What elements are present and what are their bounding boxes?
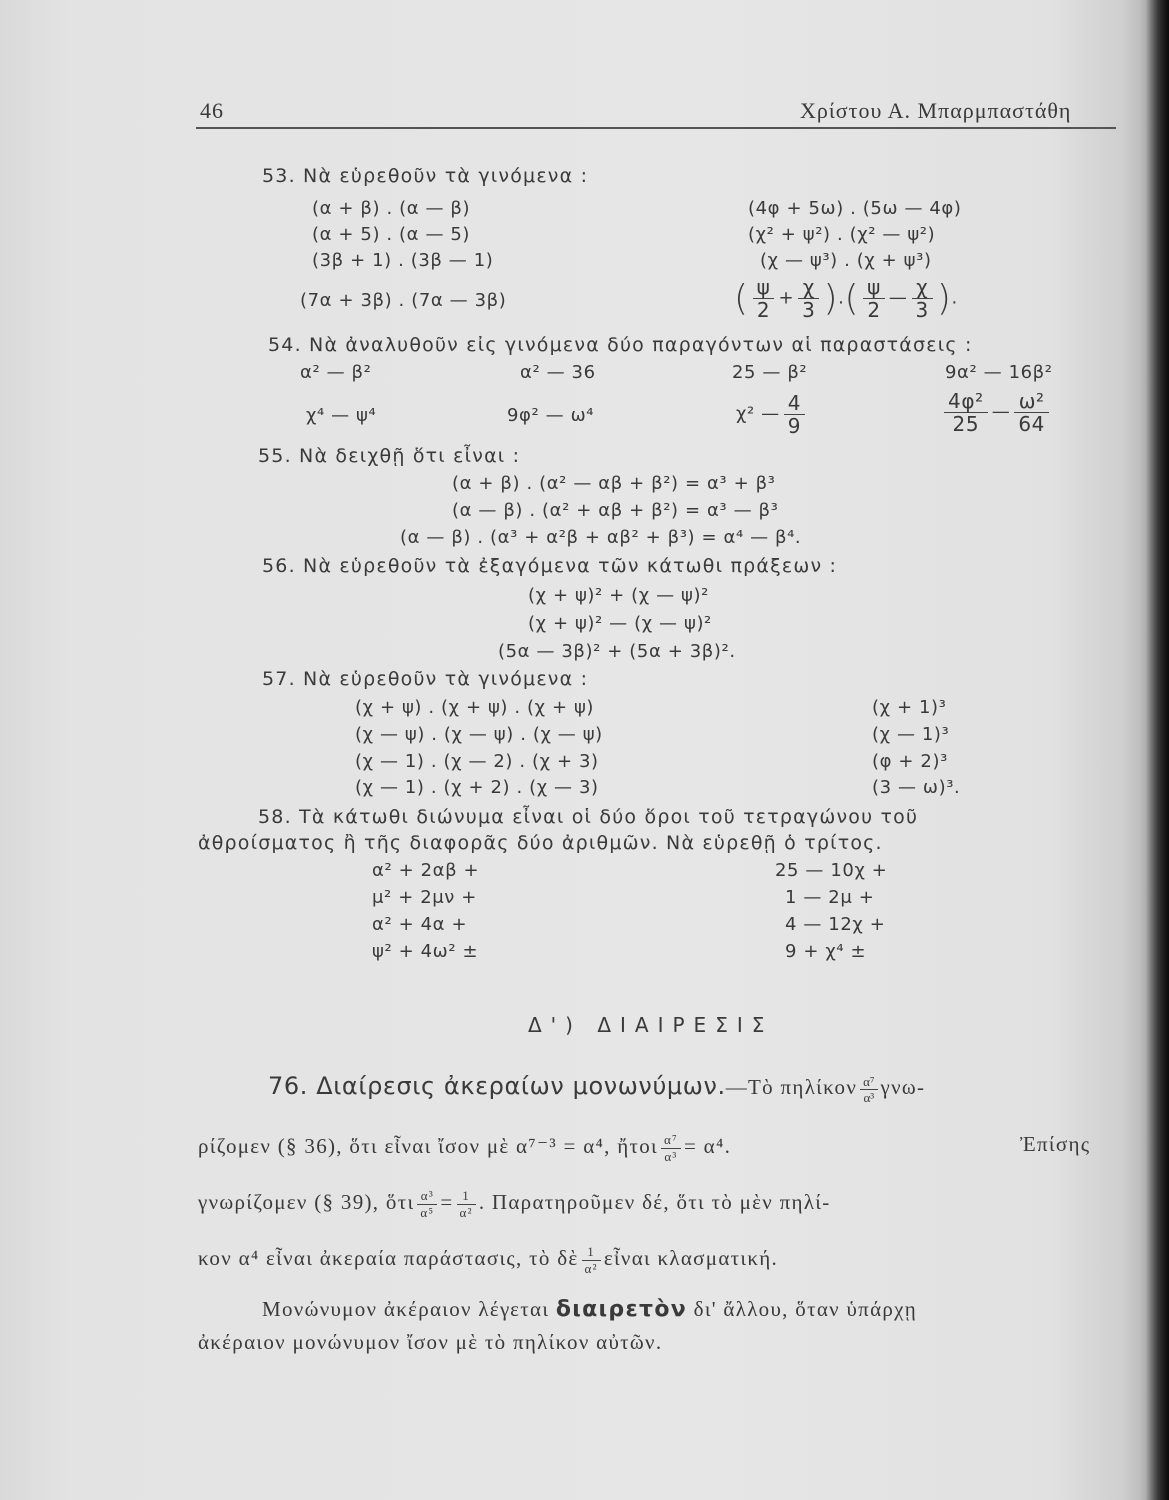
minus-sign: —: [888, 287, 908, 309]
fraction-numerator: α⁷: [661, 1132, 681, 1149]
exercise-56-item: (χ + ψ)² — (χ — ψ)²: [528, 613, 712, 634]
fraction: [1014, 390, 1049, 435]
plus-sign: +: [778, 287, 795, 309]
exercise-57-item: (χ — 1) . (χ + 2) . (χ — 3): [355, 777, 599, 798]
fraction-denominator: 2: [867, 298, 881, 322]
exercise-54-item: 9α² — 16β²: [945, 362, 1053, 383]
paragraph-text: δι' ἄλλου, ὅταν ὑπάρχῃ: [693, 1297, 918, 1321]
fraction-denominator: 3: [915, 298, 929, 322]
exercise-54-item: α² — β²: [300, 362, 372, 383]
fraction-numerator: ψ: [863, 276, 885, 299]
paragraph-76-line2-end: Ἐπίσης: [1020, 1132, 1091, 1156]
close-paren: ): [823, 278, 839, 319]
exercise-57-item: (χ + ψ) . (χ + ψ) . (χ + ψ): [355, 697, 595, 718]
exercise-53-item: (3β + 1) . (3β — 1): [312, 250, 494, 271]
paragraph-heading: 76. Διαίρεσις ἀκεραίων μονωνύμων.: [268, 1072, 726, 1100]
fraction: [661, 1132, 681, 1164]
fraction: [457, 1188, 476, 1220]
running-header-author: Χρίστου Α. Μπαρμπαστάθη: [800, 98, 1072, 123]
exercise-58-item: 9 + χ⁴ ±: [785, 941, 867, 962]
product-dot: .: [838, 287, 845, 309]
fraction: [798, 276, 819, 321]
open-paren: (: [734, 278, 749, 319]
section-title: Δ') ΔΙΑΙΡΕΣΙΣ: [528, 1013, 774, 1037]
paragraph-text: Μονώνυμον ἀκέραιον λέγεται: [262, 1297, 550, 1321]
exercise-53-item: (4φ + 5ω) . (5ω — 4φ): [748, 198, 962, 219]
fraction-numerator: χ: [798, 276, 819, 299]
open-paren: (: [844, 278, 860, 319]
minus-sign: —: [991, 401, 1011, 423]
exercise-55-identity: (α — β) . (α³ + α²β + αβ² + β³) = α⁴ — β⁴.: [400, 527, 802, 548]
paragraph-text: κον α⁴ εἶναι ἀκεραία παράστασις, τὸ δὲ: [198, 1245, 579, 1270]
fraction: [860, 1074, 877, 1106]
page-number: 46: [200, 98, 224, 123]
fraction-denominator: 64: [1018, 412, 1046, 436]
fraction-numerator: χ: [912, 276, 933, 299]
paragraph-2-line2: ἀκέραιον μονώνυμον ἴσον μὲ τὸ πηλίκον αὐτῶν.: [198, 1330, 663, 1354]
exercise-53-item: (7α + 3β) . (7α — 3β): [300, 290, 507, 311]
exercise-53-item: (χ — ψ³) . (χ + ψ³): [760, 250, 932, 271]
fraction-numerator: 4: [784, 392, 805, 415]
paragraph-76-line1: [268, 1072, 925, 1106]
fraction-denominator: α²: [584, 1260, 598, 1276]
equals-sign: =: [440, 1189, 454, 1214]
exercise-56-label: 56. Νὰ εὑρεθοῦν τὰ ἐξαγόμενα τῶν κάτωθι πράξεων :: [262, 555, 838, 577]
paragraph-text: = α⁴.: [683, 1133, 732, 1158]
fraction-numerator: ψ: [753, 276, 775, 299]
exercise-57-item: (χ + 1)³: [872, 697, 947, 718]
exercise-53-item: (α + 5) . (α — 5): [312, 224, 471, 245]
fraction-denominator: α²: [459, 1204, 473, 1220]
fraction-numerator: ω²: [1014, 390, 1049, 413]
exercise-58-item: 1 — 2μ +: [785, 887, 875, 908]
fraction: [944, 390, 988, 435]
exercise-57-item: (χ — ψ) . (χ — ψ) . (χ — ψ): [355, 724, 603, 745]
book-spine-shadow: [1139, 0, 1169, 1500]
exercise-53-item: (χ² + ψ²) . (χ² — ψ²): [748, 224, 936, 245]
expression: χ² —: [736, 403, 780, 425]
exercise-58-statement-line1: 58. Τὰ κάτωθι διώνυμα εἶναι οἱ δύο ὅροι τοῦ τετραγώνου τοῦ: [258, 806, 919, 828]
exercise-54-item: 25 — β²: [732, 362, 808, 383]
exercise-54-item: 9φ² — ω⁴: [507, 405, 595, 426]
close-paren: ): [936, 278, 952, 319]
exercise-55-identity: (α + β) . (α² — αβ + β²) = α³ + β³: [452, 473, 776, 494]
exercise-58-item: 25 — 10χ +: [775, 860, 888, 881]
fraction-denominator: 25: [952, 412, 980, 436]
header-rule: [196, 127, 1116, 129]
fraction-numerator: 1: [582, 1244, 601, 1261]
fraction-numerator: 4φ²: [944, 390, 988, 413]
exercise-57-item: (χ — 1) . (χ — 2) . (χ + 3): [355, 751, 599, 772]
paragraph-text: γνω-: [880, 1075, 926, 1099]
exercise-58-item: α² + 2αβ +: [372, 860, 480, 881]
paragraph-76-line2: [198, 1132, 731, 1164]
exercise-54-label: 54. Νὰ ἀναλυθοῦν εἰς γινόμενα δύο παραγόντων αἱ παραστάσεις :: [268, 334, 973, 356]
paragraph-76-line3: [198, 1188, 831, 1220]
fraction-denominator: α⁵: [420, 1204, 435, 1220]
fraction: [863, 276, 885, 321]
exercise-58-statement-line2: ἀθροίσματος ἢ τῆς διαφορᾶς δύο ἀριθμῶν. Νὰ εὑρεθῇ ὁ τρίτος.: [198, 832, 883, 854]
exercise-55-identity: (α — β) . (α² + αβ + β²) = α³ — β³: [452, 500, 779, 521]
exercise-58-item: ψ² + 4ω² ±: [372, 941, 479, 962]
exercise-58-item: α² + 4α +: [372, 914, 468, 935]
exercise-58-item: μ² + 2μν +: [372, 887, 477, 908]
exercise-57-item: (φ + 2)³: [872, 751, 948, 772]
fraction-denominator: 3: [802, 298, 816, 322]
fraction-numerator: α⁷: [860, 1074, 877, 1091]
paragraph-text: —Τὸ πηλίκον: [725, 1075, 858, 1099]
exercise-57-item: (3 — ω)³.: [872, 777, 961, 798]
exercise-57-item: (χ — 1)³: [872, 724, 950, 745]
exercise-56-item: (χ + ψ)² + (χ — ψ)²: [528, 585, 709, 606]
exercise-56-item: (5α — 3β)² + (5α + 3β)².: [498, 641, 736, 662]
exercise-54-item: χ⁴ — ψ⁴: [306, 405, 377, 426]
fraction-numerator: 1: [457, 1188, 476, 1205]
exercise-54-item-fraction: [736, 392, 809, 437]
exercise-57-label: 57. Νὰ εὑρεθοῦν τὰ γινόμενα :: [262, 668, 589, 690]
paragraph-76-line4: [198, 1244, 778, 1276]
fraction: [753, 276, 775, 321]
fraction: [582, 1244, 601, 1276]
exercise-53-item: (α + β) . (α — β): [312, 198, 471, 219]
fraction: [417, 1188, 437, 1220]
paragraph-text: . Παρατηροῦμεν δέ, ὅτι τὸ μὲν πηλί-: [478, 1189, 831, 1214]
bold-term: διαιρετὸν: [555, 1297, 688, 1322]
exercise-53-label: 53. Νὰ εὑρεθοῦν τὰ γινόμενα :: [262, 165, 589, 187]
paragraph-2-line1: [262, 1297, 917, 1322]
fraction-denominator: α³: [863, 1090, 875, 1106]
fraction: [784, 392, 805, 437]
exercise-54-item-fraction: [940, 390, 1053, 435]
period: .: [951, 287, 958, 309]
fraction: [912, 276, 933, 321]
paragraph-text: ρίζομεν (§ 36), ὅτι εἶναι ἴσον μὲ α⁷⁻³ = α⁴, ἤτοι: [198, 1133, 658, 1158]
paragraph-text: γνωρίζομεν (§ 39), ὅτι: [198, 1189, 415, 1214]
fraction-denominator: 9: [787, 414, 802, 438]
exercise-58-item: 4 — 12χ +: [785, 914, 886, 935]
exercise-55-label: 55. Νὰ δειχθῇ ὅτι εἶναι :: [258, 445, 521, 467]
exercise-54-item: α² — 36: [520, 362, 596, 383]
fraction-denominator: α³: [664, 1148, 678, 1164]
paragraph-text: εἶναι κλασματική.: [603, 1245, 779, 1270]
fraction-denominator: 2: [756, 298, 771, 322]
fraction-numerator: α³: [417, 1188, 437, 1205]
exercise-53-fraction-product: [734, 276, 958, 321]
